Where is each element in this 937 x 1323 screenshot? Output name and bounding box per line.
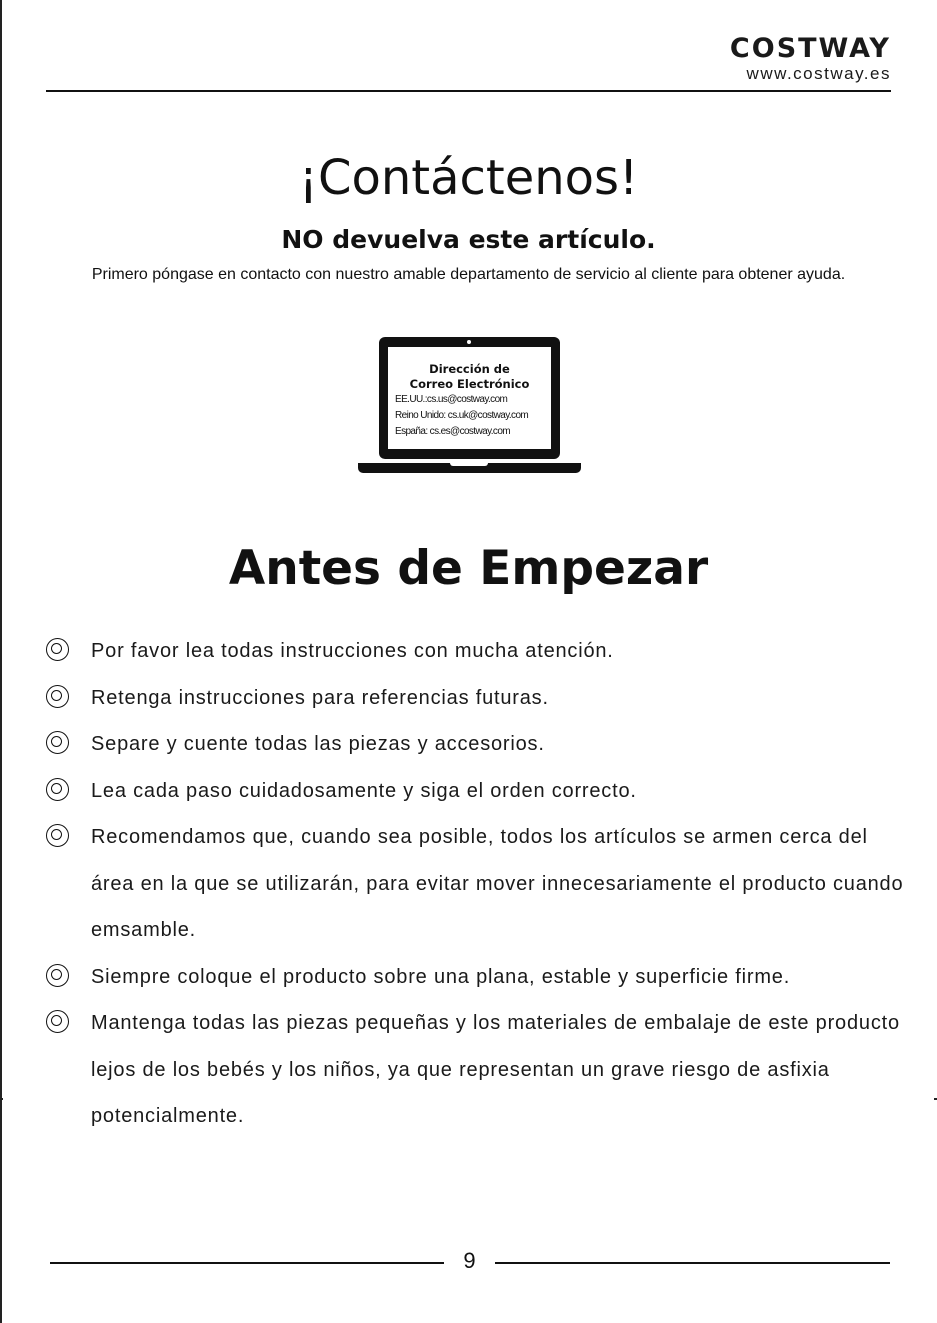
circle-bullet-icon — [46, 824, 69, 847]
list-item-text: Lea cada paso cuidadosamente y siga el orden correcto. — [91, 779, 637, 802]
header — [730, 34, 891, 83]
circle-bullet-icon — [46, 638, 69, 661]
brand-logo: COSTWAY — [729, 33, 891, 64]
list-item — [46, 768, 906, 815]
circle-bullet-icon — [46, 1010, 69, 1033]
footer-divider-left — [50, 1262, 444, 1264]
circle-bullet-icon — [46, 778, 69, 801]
list-item-text: Mantenga todas las piezas pequeñas y los materiales de embalaje de este producto lejos de los bebés y los niños, ya que representan un grave riesgo de asfixia potencialmente. — [91, 1012, 900, 1127]
camera-icon — [467, 340, 471, 344]
list-item-text: Separe y cuente todas las piezas y accesorios. — [91, 733, 545, 755]
website-url: www.costway.es — [746, 64, 891, 83]
edge-tick-left — [0, 1098, 3, 1100]
list-item-text: Por favor lea todas instrucciones con mucha atención. — [91, 640, 614, 662]
email-heading — [388, 362, 551, 392]
laptop-screen-frame — [379, 337, 560, 459]
list-item — [46, 721, 906, 768]
list-item — [46, 814, 906, 954]
laptop-screen — [388, 347, 551, 449]
circle-bullet-icon — [46, 731, 69, 754]
list-item — [46, 675, 906, 722]
instruction-list — [46, 628, 906, 1140]
list-item-text: Retenga instrucciones para referencias futuras. — [91, 686, 549, 709]
email-es: España: cs.es@costway.com — [395, 426, 511, 437]
contact-subtitle: NO devuelva este artículo. — [281, 225, 656, 254]
list-item — [46, 954, 906, 1001]
list-item-text: Siempre coloque el producto sobre una plana, estable y superficie firme. — [91, 965, 791, 988]
laptop-illustration — [358, 337, 581, 477]
contact-title: ¡Contáctenos! — [298, 150, 639, 206]
list-item — [46, 628, 906, 675]
before-title: Antes de Empezar — [228, 541, 709, 596]
footer-divider-right — [495, 1262, 890, 1264]
laptop-base-notch — [450, 463, 488, 466]
circle-bullet-icon — [46, 964, 69, 987]
list-item — [46, 1000, 906, 1140]
email-heading-line2: Correo Electrónico — [409, 377, 530, 391]
list-item-text: Recomendamos que, cuando sea posible, todos los artículos se armen cerca del área en la que se utilizarán, para evitar mover innecesariamente el producto cuando emsamble. — [91, 826, 904, 941]
email-heading-line1: Dirección de — [429, 362, 510, 376]
header-divider — [46, 90, 891, 92]
contact-description: Primero póngase en contacto con nuestro amable departamento de servicio al cliente para obtener ayuda. — [91, 266, 846, 283]
circle-bullet-icon — [46, 685, 69, 708]
page-number: 9 — [463, 1248, 476, 1273]
email-us: EE.UU.:cs.us@costway.com — [395, 394, 508, 405]
email-uk: Reino Unido: cs.uk@costway.com — [395, 410, 529, 421]
